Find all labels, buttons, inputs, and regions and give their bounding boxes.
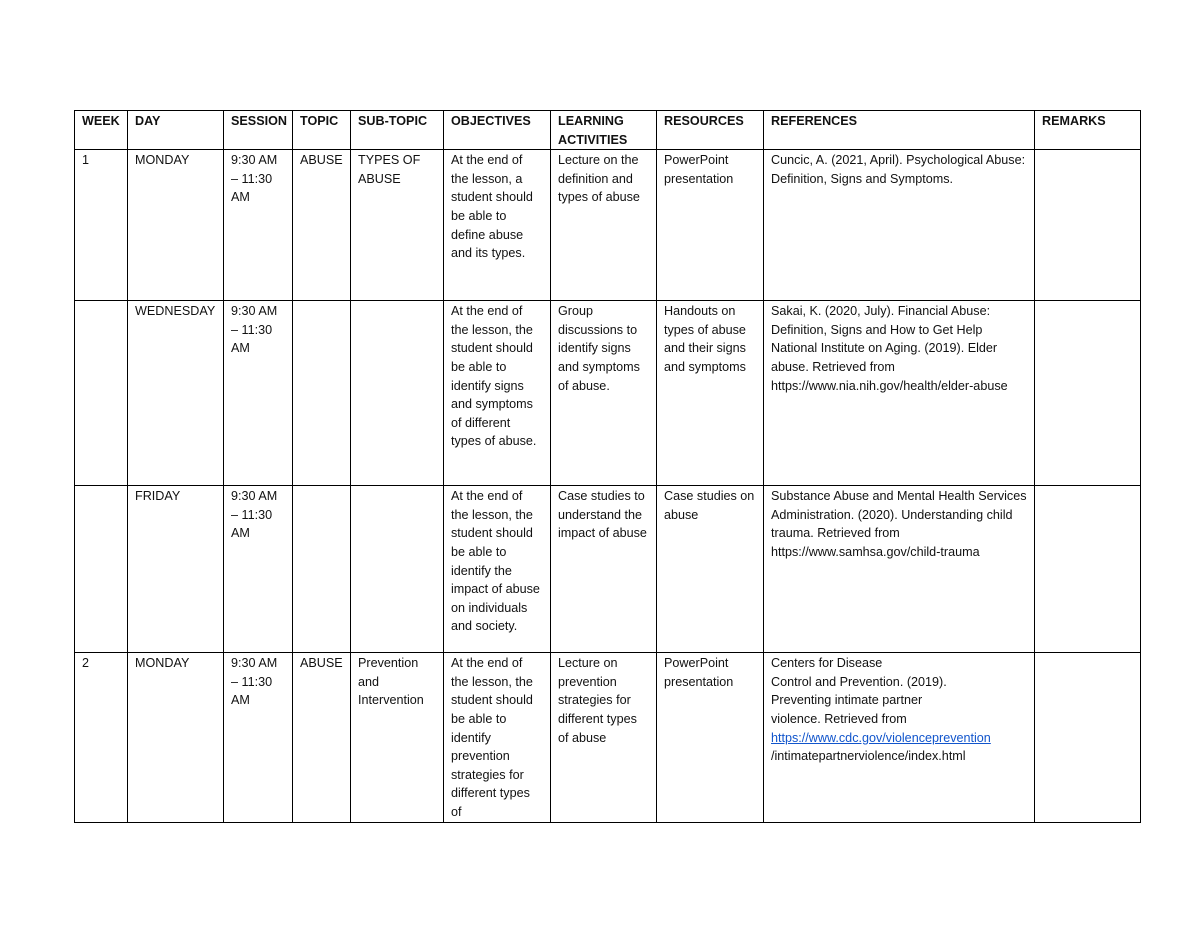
header-remarks: REMARKS bbox=[1035, 111, 1141, 150]
cell-session: 9:30 AM – 11:30 AM bbox=[224, 653, 293, 822]
cell-subtopic: TYPES OF ABUSE bbox=[351, 150, 444, 301]
cell-references: Sakai, K. (2020, July). Financial Abuse: Definition, Signs and How to Get Help National Institute on Aging. (2019). Elder abuse. Retrieved from https://www.nia.nih.gov/health/elder-abuse bbox=[764, 301, 1035, 486]
cell-learning-activities: Group discussions to identify signs and symptoms of abuse. bbox=[551, 301, 657, 486]
cell-resources: Case studies on abuse bbox=[657, 486, 764, 653]
cell-session: 9:30 AM – 11:30 AM bbox=[224, 150, 293, 301]
cell-objectives: At the end of the lesson, the student should be able to identify signs and symptoms of different types of abuse. bbox=[444, 301, 551, 486]
cell-resources: Handouts on types of abuse and their signs and symptoms bbox=[657, 301, 764, 486]
cell-remarks[interactable] bbox=[1035, 150, 1141, 301]
cell-topic: ABUSE bbox=[293, 150, 351, 301]
header-subtopic: SUB-TOPIC bbox=[351, 111, 444, 150]
cell-week: 1 bbox=[75, 150, 128, 301]
cell-subtopic bbox=[351, 486, 444, 653]
cell-learning-activities: Lecture on the definition and types of abuse bbox=[551, 150, 657, 301]
cell-remarks[interactable] bbox=[1035, 301, 1141, 486]
cell-references bbox=[764, 653, 1035, 822]
lesson-plan-page bbox=[74, 110, 1140, 823]
table-row bbox=[75, 150, 1141, 301]
cell-learning-activities: Lecture on prevention strategies for different types of abuse bbox=[551, 653, 657, 822]
reference-line: Preventing intimate partner bbox=[771, 693, 923, 708]
cell-resources: PowerPoint presentation bbox=[657, 653, 764, 822]
reference-line: /intimatepartnerviolence/index.html bbox=[771, 749, 966, 764]
cell-objectives: At the end of the lesson, a student should be able to define abuse and its types. bbox=[444, 150, 551, 301]
lesson-plan-table bbox=[74, 110, 1141, 823]
reference-line: Centers for Disease bbox=[771, 656, 883, 671]
table-header-row bbox=[75, 111, 1141, 150]
table-row bbox=[75, 486, 1141, 653]
header-week: WEEK bbox=[75, 111, 128, 150]
cell-references: Cuncic, A. (2021, April). Psychological Abuse: Definition, Signs and Symptoms. bbox=[764, 150, 1035, 301]
cell-resources: PowerPoint presentation bbox=[657, 150, 764, 301]
cell-week bbox=[75, 301, 128, 486]
cell-day: MONDAY bbox=[128, 653, 224, 822]
header-learning-activities: LEARNING ACTIVITIES bbox=[551, 111, 657, 150]
header-references: REFERENCES bbox=[764, 111, 1035, 150]
cell-objectives: At the end of the lesson, the student should be able to identify the impact of abuse on individuals and society. bbox=[444, 486, 551, 653]
table-row bbox=[75, 301, 1141, 486]
cell-topic bbox=[293, 301, 351, 486]
header-day: DAY bbox=[128, 111, 224, 150]
cell-remarks[interactable] bbox=[1035, 653, 1141, 822]
cell-topic: ABUSE bbox=[293, 653, 351, 822]
cell-subtopic bbox=[351, 301, 444, 486]
cell-subtopic: Prevention and Intervention bbox=[351, 653, 444, 822]
header-topic: TOPIC bbox=[293, 111, 351, 150]
reference-line: Control and Prevention. (2019). bbox=[771, 674, 947, 689]
cell-day: MONDAY bbox=[128, 150, 224, 301]
cell-day: FRIDAY bbox=[128, 486, 224, 653]
cell-week bbox=[75, 486, 128, 653]
cell-session: 9:30 AM – 11:30 AM bbox=[224, 301, 293, 486]
cell-session: 9:30 AM – 11:30 AM bbox=[224, 486, 293, 653]
cell-day: WEDNESDAY bbox=[128, 301, 224, 486]
cell-learning-activities: Case studies to understand the impact of abuse bbox=[551, 486, 657, 653]
cell-objectives: At the end of the lesson, the student should be able to identify prevention strategies for different types of bbox=[444, 653, 551, 822]
cell-references: Substance Abuse and Mental Health Services Administration. (2020). Understanding child trauma. Retrieved from https://www.samhsa.gov/child-trauma bbox=[764, 486, 1035, 653]
cell-topic bbox=[293, 486, 351, 653]
header-objectives: OBJECTIVES bbox=[444, 111, 551, 150]
table-row bbox=[75, 653, 1141, 822]
cell-remarks[interactable] bbox=[1035, 486, 1141, 653]
reference-line: violence. Retrieved from bbox=[771, 711, 907, 726]
header-session: SESSION bbox=[224, 111, 293, 150]
reference-link[interactable]: https://www.cdc.gov/violenceprevention bbox=[771, 730, 991, 745]
cell-week: 2 bbox=[75, 653, 128, 822]
header-resources: RESOURCES bbox=[657, 111, 764, 150]
